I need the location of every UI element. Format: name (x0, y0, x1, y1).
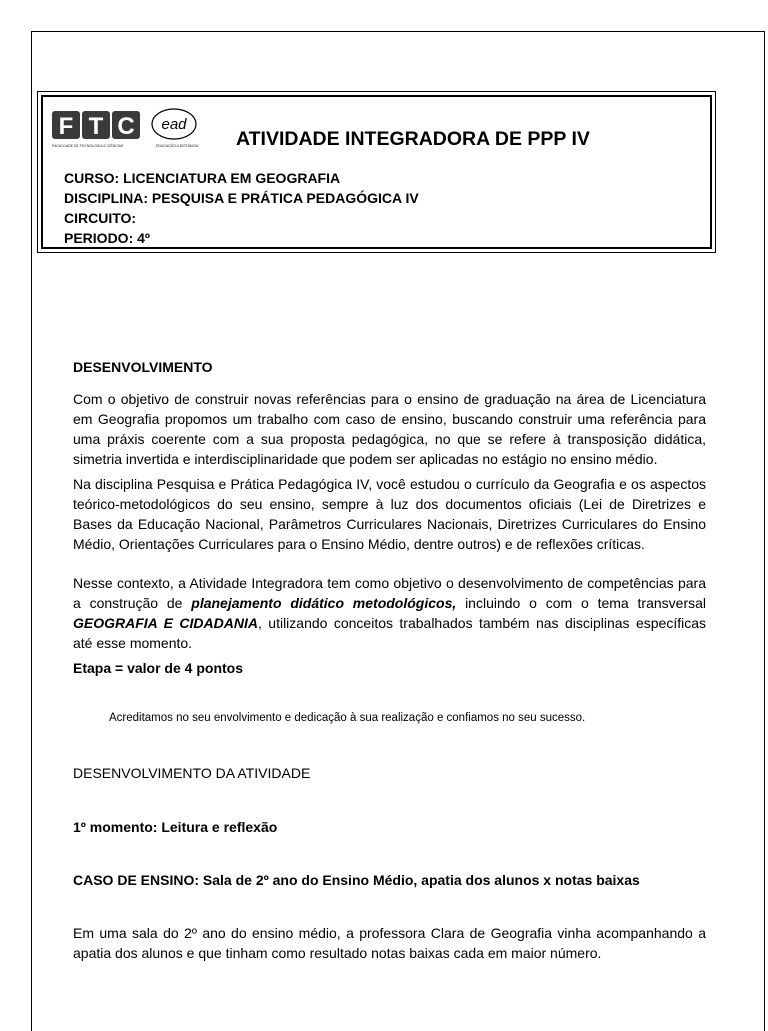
svg-text:C: C (117, 113, 135, 140)
ftc-ead-logo (52, 107, 212, 151)
svg-text:F: F (58, 113, 74, 140)
logo-tagline-left: FACULDADE DE TECNOLOGIA E CIÊNCIAS (52, 144, 124, 148)
desenvolvimento-atividade-heading: DESENVOLVIMENTO DA ATIVIDADE (73, 765, 311, 781)
circuito-line: CIRCUITO: (64, 210, 137, 226)
paragraph-3-emphasis-tema: GEOGRAFIA E CIDADANIA (73, 615, 258, 631)
header-inner-frame (41, 95, 712, 249)
paragraph-3-emphasis-planejamento: planejamento didático metodológicos, (191, 595, 457, 611)
desenvolvimento-heading: DESENVOLVIMENTO (73, 359, 213, 375)
svg-text:T: T (88, 113, 104, 140)
document-title: ATIVIDADE INTEGRADORA DE PPP IV (236, 128, 590, 150)
encouragement-text: Acreditamos no seu envolvimento e dedicação à sua realização e confiamos no seu sucesso. (109, 712, 586, 724)
caso-ensino-heading: CASO DE ENSINO: Sala de 2º ano do Ensino Médio, apatia dos alunos x notas baixas (73, 872, 640, 888)
paragraph-2: Na disciplina Pesquisa e Prática Pedagógica IV, você estudou o currículo da Geografia e os aspectos teórico-metodológicos do seu ensino, sempre à luz dos documentos oficiais (Lei de Diretrizes e Bases da Educação Nacional, Parâmetros Curriculares Nacionais, Diretrizes Curriculares do Ensino Médio, Orientações Curriculares para o Ensino Médio, dentre outros) e de reflexões críticas. (73, 476, 706, 552)
svg-text:ead: ead (161, 116, 187, 133)
paragraph-3-part-a: Nesse contexto, a Atividade Integradora tem como objetivo o desenvolvimento de competências para a construção de (73, 575, 706, 611)
disciplina-line: DISCIPLINA: PESQUISA E PRÁTICA PEDAGÓGICA IV (64, 190, 419, 206)
paragraph-3-part-c: incluindo o com o tema transversal (456, 595, 707, 611)
course-meta (64, 168, 419, 248)
momento-heading: 1º momento: Leitura e reflexão (73, 819, 278, 835)
logo-tagline-right: EDUCAÇÃO A DISTÂNCIA (156, 144, 199, 148)
periodo-line: PERIODO: 4º (64, 230, 151, 246)
paragraph-4: Em uma sala do 2º ano do ensino médio, a professora Clara de Geografia vinha acompanhando a apatia dos alunos e que tinham como resultado notas baixas cada em maior número. (73, 925, 706, 961)
paragraph-1: Com o objetivo de construir novas referências para o ensino de graduação na área de Licenciatura em Geografia propomos um trabalho com caso de ensino, buscando construir uma referência para uma práxis coerente com a sua proposta pedagógica, no que se refere à transposição didática, simetria invertida e interdisciplinaridade que podem ser aplicadas no estágio no ensino médio. (73, 391, 706, 467)
ftc-logo-icon (52, 107, 212, 143)
paragraph-3 (73, 573, 706, 653)
paragraph-3-part-e: , utilizando conceitos trabalhados também nas disciplinas específicas até esse momento. (73, 615, 706, 651)
header-box (37, 91, 716, 253)
curso-line: CURSO: LICENCIATURA EM GEOGRAFIA (64, 170, 341, 186)
etapa-line: Etapa = valor de 4 pontos (73, 660, 243, 676)
